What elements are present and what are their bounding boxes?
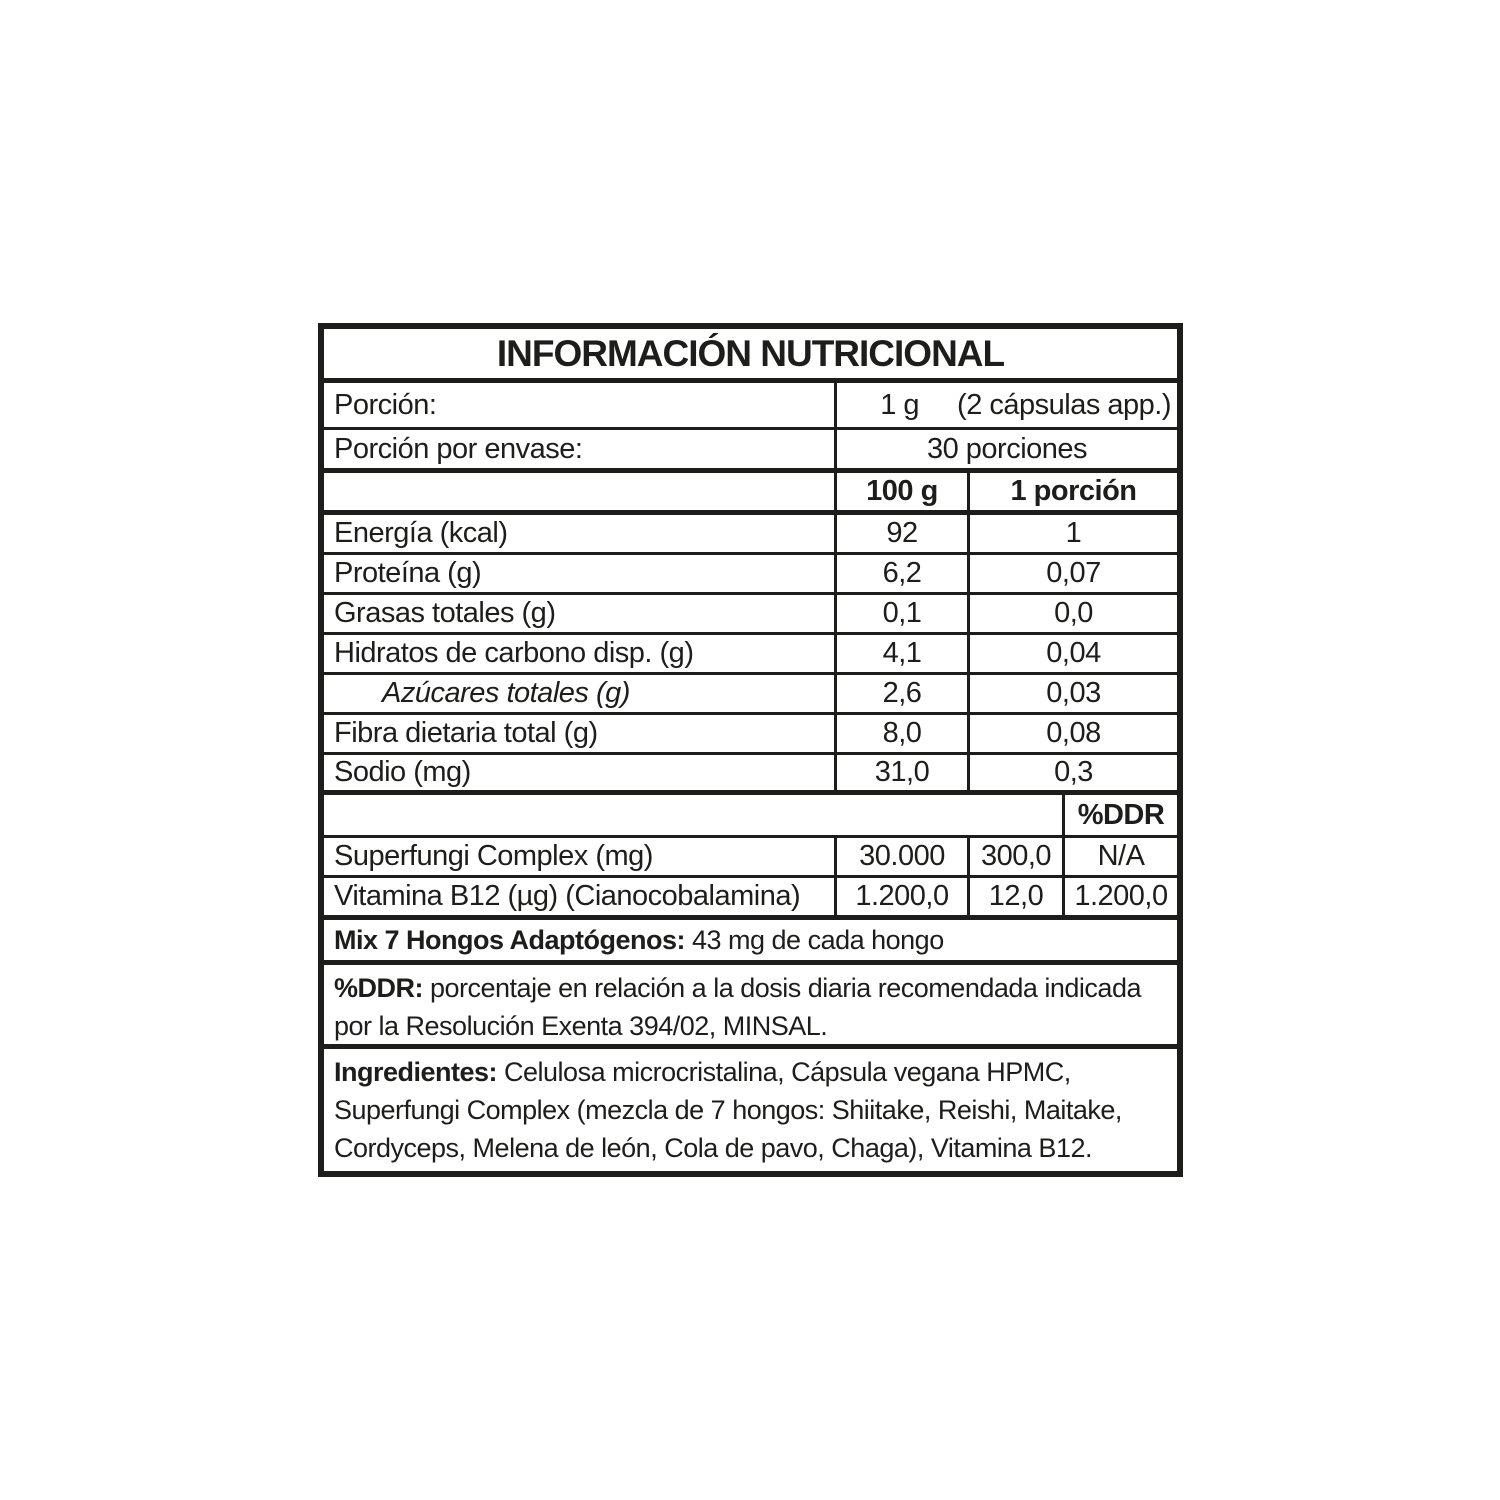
supplement-ddr: 1.200,0 <box>1074 880 1168 912</box>
nutrient-per-100g: 2,6 <box>837 675 970 712</box>
column-header-100g: 100 g <box>837 473 970 510</box>
supplement-per-100g: 30.000 <box>837 838 970 875</box>
nutrient-per-portion: 0,08 <box>1046 717 1101 749</box>
nutrient-row-proteina <box>324 555 1177 595</box>
nutrient-per-100g: 0,1 <box>837 595 970 632</box>
ingredients-row <box>324 1049 1177 1171</box>
ddr-note <box>324 965 1177 1044</box>
nutrient-row-grasas <box>324 595 1177 635</box>
portion-amount: 1 g <box>880 388 920 421</box>
ddr-header-row <box>324 795 1177 838</box>
supplement-per-100g: 1.200,0 <box>837 878 970 915</box>
ingredients-note <box>324 1049 1177 1171</box>
nutrient-label: Energía (kcal) <box>324 515 837 552</box>
nutrient-label: Hidratos de carbono disp. (g) <box>324 635 837 672</box>
nutrient-per-portion: 1 <box>1065 517 1082 549</box>
nutrient-row-azucares <box>324 675 1177 715</box>
nutrient-per-portion: 0,04 <box>1046 637 1101 669</box>
nutrient-label: Sodio (mg) <box>324 755 837 790</box>
supplement-per-portion: 12,0 <box>970 878 1065 915</box>
nutrient-label: Proteína (g) <box>324 555 837 592</box>
ddr-note-row <box>324 965 1177 1049</box>
supplement-row-superfungi <box>324 838 1177 878</box>
nutrient-label: Grasas totales (g) <box>324 595 837 632</box>
portion-label: Porción: <box>324 383 837 427</box>
supplement-row-vitamina-b12 <box>324 878 1177 920</box>
nutrient-per-100g: 4,1 <box>837 635 970 672</box>
portions-per-pack-value: 30 porciones <box>926 432 1088 465</box>
table-title: INFORMACIÓN NUTRICIONAL <box>496 332 1005 374</box>
portion-row <box>324 383 1177 430</box>
mix-note-text: 43 mg de cada hongo <box>685 925 944 955</box>
nutrient-per-100g: 6,2 <box>837 555 970 592</box>
nutrient-per-100g: 8,0 <box>837 715 970 752</box>
ddr-note-text: porcentaje en relación a la dosis diaria recomendada indicada por la Resolución Exenta 394/02, MINSAL. <box>334 973 1141 1041</box>
portion-value <box>837 383 1177 427</box>
mix-note-heading: Mix 7 Hongos Adaptógenos: <box>334 925 685 955</box>
nutrient-label: Fibra dietaria total (g) <box>324 715 837 752</box>
ddr-header-spacer <box>324 795 1065 835</box>
column-header-portion: 1 porción <box>1010 475 1137 507</box>
column-header-row <box>324 473 1177 515</box>
portions-per-pack-row <box>324 430 1177 473</box>
supplement-ddr: N/A <box>1097 840 1145 872</box>
nutrient-row-sodio <box>324 755 1177 795</box>
nutrient-per-100g: 92 <box>837 515 970 552</box>
ingredients-heading: Ingredientes: <box>334 1057 498 1087</box>
nutrient-label: Azúcares totales (g) <box>324 675 837 712</box>
portion-capsules-note: (2 cápsulas app.) <box>957 388 1171 421</box>
mix-note <box>324 920 1177 960</box>
ingredients-text: Celulosa microcristalina, Cápsula vegana HPMC, Superfungi Complex (mezcla de 7 hongos: Shiitake, Reishi, Maitake, Cordyceps, Melena de león, Cola de pavo, Chaga), Vitamina B12. <box>334 1057 1122 1163</box>
supplement-label: Vitamina B12 (µg) (Cianocobalamina) <box>324 878 837 915</box>
column-header-spacer <box>324 473 837 510</box>
nutrient-row-fibra <box>324 715 1177 755</box>
ddr-note-heading: %DDR: <box>334 973 423 1003</box>
nutrient-per-portion: 0,3 <box>1054 756 1093 788</box>
supplement-label: Superfungi Complex (mg) <box>324 838 837 875</box>
nutrient-per-portion: 0,0 <box>1054 597 1093 629</box>
portions-per-pack-label: Porción por envase: <box>324 430 837 468</box>
ddr-header-label: %DDR <box>1077 798 1165 831</box>
nutrient-per-portion: 0,07 <box>1046 557 1101 589</box>
nutrient-row-hidratos <box>324 635 1177 675</box>
nutrient-row-energia <box>324 515 1177 555</box>
nutrition-facts-table <box>318 323 1183 1177</box>
title-row <box>324 329 1177 383</box>
nutrient-per-100g: 31,0 <box>837 755 970 790</box>
nutrient-per-portion: 0,03 <box>1046 677 1101 709</box>
mix-note-row <box>324 920 1177 965</box>
supplement-per-portion: 300,0 <box>970 838 1065 875</box>
